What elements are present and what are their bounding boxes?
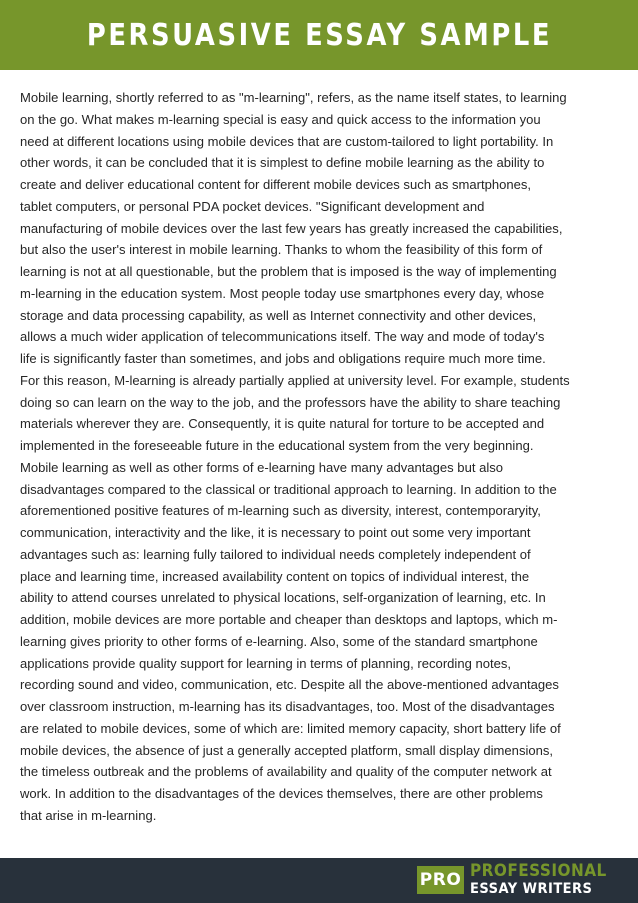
- essay-line: the timeless outbreak and the problems of availability and quality of the computer network at: [20, 764, 552, 780]
- essay-body: [20, 87, 624, 827]
- essay-line: storage and data processing capability, as well as Internet connectivity and other devices,: [20, 307, 537, 323]
- essay-line: learning is not at all questionable, but the problem that is imposed is the way of implementing: [20, 264, 557, 279]
- essay-line: that arise in m-learning.: [20, 807, 157, 823]
- essay-line: are related to mobile devices, some of which are: limited memory capacity, short battery life of: [20, 720, 561, 736]
- logo-wordmark: [470, 863, 622, 897]
- essay-line: manufacturing of mobile devices over the last few years has greatly increased the capabilities,: [20, 220, 563, 236]
- essay-line: materials wherever they are. Consequently, it is quite natural for torture to be accepted and: [20, 416, 545, 432]
- essay-line: but also the user's interest in mobile learning. Thanks to whom the feasibility of this form of: [20, 242, 543, 258]
- essay-line: implemented in the foreseeable future in the educational system from the very beginning.: [20, 438, 534, 453]
- logo-line-1: PROFESSIONAL: [470, 861, 607, 882]
- essay-line: Mobile learning as well as other forms of e-learning have many advantages but also: [20, 459, 504, 475]
- footer-bar: [0, 858, 638, 903]
- essay-line: over classroom instruction, m-learning has its disadvantages, too. Most of the disadvantages: [20, 699, 555, 714]
- logo-line-2: ESSAY WRITERS: [470, 881, 593, 898]
- essay-line: applications provide quality support for learning in terms of planning, recording notes,: [20, 655, 511, 671]
- logo-badge: PRO: [417, 866, 464, 894]
- essay-line: communication, interactivity and the like, it is necessary to point out some very important: [20, 525, 531, 540]
- header-banner: [0, 0, 638, 70]
- essay-line: need at different locations using mobile devices that are custom-tailored to light portability. In: [20, 133, 554, 149]
- essay-line: work. In addition to the disadvantages of the devices themselves, there are other problems: [20, 786, 543, 801]
- essay-line: advantages such as: learning fully tailored to individual needs completely independent of: [20, 546, 531, 562]
- essay-line: Mobile learning, shortly referred to as "m-learning", refers, as the name itself states, to learning: [20, 90, 567, 105]
- essay-line: place and learning time, increased availability content on topics of individual interest, the: [20, 568, 530, 584]
- essay-line: disadvantages compared to the classical or traditional approach to learning. In addition to the: [20, 481, 557, 497]
- essay-line: aforementioned positive features of m-learning such as diversity, interest, contemporaryity,: [20, 503, 541, 519]
- essay-line: create and deliver educational content for different mobile devices such as smartphones,: [20, 177, 532, 192]
- essay-line: on the go. What makes m-learning special is easy and quick access to the information you: [20, 111, 541, 127]
- essay-line: For this reason, M-learning is already partially applied at university level. For example, students: [20, 372, 570, 388]
- brand-logo: [417, 862, 622, 898]
- essay-line: other words, it can be concluded that it is simplest to define mobile learning as the ability to: [20, 155, 545, 171]
- page-title: PERSUASIVE ESSAY SAMPLE: [86, 17, 552, 53]
- essay-line: mobile devices, the absence of just a generally accepted platform, small display dimensions,: [20, 742, 554, 758]
- essay-line: recording sound and video, communication, etc. Despite all the above-mentioned advantages: [20, 677, 559, 693]
- essay-line: addition, mobile devices are more portable and cheaper than desktops and laptops, which m-: [20, 612, 558, 627]
- essay-line: allows a much wider application of telecommunications itself. The way and mode of today's: [20, 329, 545, 345]
- essay-line: doing so can learn on the way to the job, and the professors have the ability to share teaching: [20, 394, 561, 410]
- essay-line: life is significantly faster than sometimes, and jobs and obligations require much more time.: [20, 351, 546, 366]
- essay-line: m-learning in the education system. Most people today use smartphones every day, whose: [20, 285, 545, 301]
- essay-line: learning gives priority to other forms of e-learning. Also, some of the standard smartphone: [20, 633, 538, 649]
- essay-line: tablet computers, or personal PDA pocket devices. "Significant development and: [20, 198, 485, 214]
- essay-line: ability to attend courses unrelated to physical locations, self-organization of learning, etc. In: [20, 590, 546, 606]
